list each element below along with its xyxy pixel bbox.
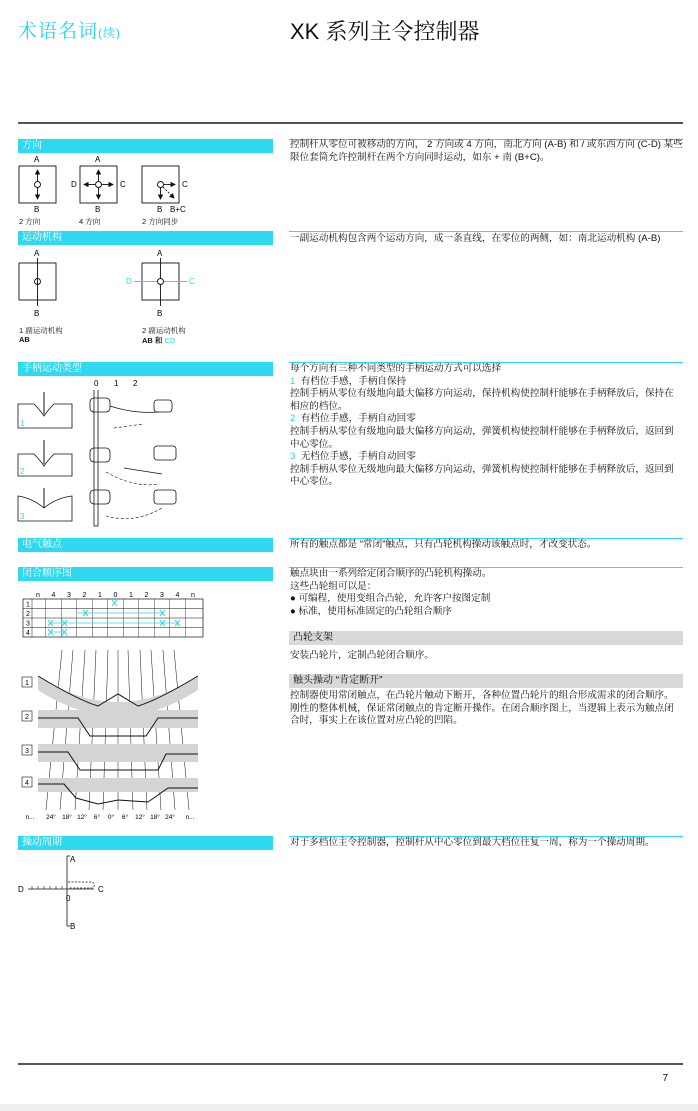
handle-intro: 每个方向有三种不同类型的手柄运动方式可以选择 — [290, 363, 502, 374]
caption-4dir: 4 方向 — [79, 217, 101, 226]
table-header-cell: 1 — [129, 592, 133, 599]
caption-2dir-sync: 2 方向同步 — [142, 217, 179, 226]
label-c: C — [182, 180, 188, 189]
heading-cycle: 操动周期 — [18, 836, 273, 850]
handle-type-1-text: 控制手柄从零位有级地向最大偏移方向运动，保持机构使控制杆能够在手柄释放后，保持在相应的档位。 — [290, 388, 674, 412]
handle-type-3-num: 3 — [290, 451, 296, 463]
section-title-text: 术语名词 — [18, 21, 99, 42]
cam-label: 4 — [25, 780, 29, 787]
cam-label: 3 — [25, 748, 29, 755]
pos-2: 2 — [133, 379, 138, 388]
sequence-text-2: 这些凸轮组可以是： — [290, 580, 377, 592]
subheading-cam-bracket: 凸轮支架 — [289, 631, 683, 645]
angle-label: 12° — [135, 814, 145, 821]
closing-sequence-diagram — [18, 588, 218, 823]
angle-label: 6° — [93, 814, 101, 821]
sequence-bullet-1: ● 可编程，使用变组合凸轮，允许客户按图定制 — [290, 593, 491, 605]
footer-band — [0, 1104, 698, 1111]
table-header-cell: 1 — [98, 592, 102, 599]
label-bc: B+C — [170, 205, 186, 214]
sequence-table-header — [36, 592, 195, 599]
text-contacts: 所有的触点都是 “常闭”触点，只有凸轮机构操动该触点时，才改变状态。 — [290, 539, 597, 550]
label-b: B — [34, 205, 40, 214]
label-c: C — [120, 180, 126, 189]
handle-type-1-num: 1 — [290, 375, 296, 387]
table-row-label: 3 — [26, 620, 30, 628]
angle-label: 18° — [150, 814, 160, 821]
table-header-cell: n — [191, 592, 195, 599]
caption-2dir: 2 方向 — [19, 217, 41, 226]
table-header-cell: 4 — [175, 592, 180, 599]
handle-type-2-num: 2 — [290, 413, 296, 425]
text-cam-bracket: 安装凸轮片，定制凸轮闭合顺序。 — [290, 650, 434, 661]
sequence-bullet-2-text: 标准，使用标准固定的凸轮组合顺序 — [298, 605, 452, 617]
angle-label: 12° — [77, 814, 87, 821]
label-b: B — [95, 205, 101, 214]
heading-direction: 方向 — [18, 139, 273, 153]
table-header-cell: 2 — [144, 592, 149, 599]
table-row-label: 4 — [26, 630, 30, 637]
angle-label: 24° — [46, 814, 56, 821]
cam-label: 1 — [25, 680, 29, 687]
handle-type-2-title — [290, 413, 683, 426]
handle-type-3-title-text: 无档位手感，手柄自动回零 — [300, 451, 416, 463]
caption-ab-text: AB 和 — [142, 336, 165, 345]
heading-handle: 手柄运动类型 — [18, 362, 273, 376]
label-a: A — [95, 155, 101, 164]
top-rule — [18, 122, 683, 124]
label-b: B — [157, 205, 163, 214]
sequence-text-1: 触点块由一系列给定闭合顺序的凸轮机构操动。 — [290, 568, 492, 579]
handle-diagram — [14, 376, 279, 531]
text-mechanism: 一副运动机构包含两个运动方向，成一条直线，在零位的两侧，如：南北运动机构 (A-B) — [290, 233, 661, 244]
bottom-rule — [18, 1063, 683, 1065]
section-title — [18, 16, 121, 43]
handle-type-2-title-text: 有档位手感，手柄自动回零 — [300, 413, 416, 425]
label-d: D — [126, 277, 132, 286]
handle-type-1-title-text: 有档位手感，手柄自保持 — [300, 375, 407, 387]
row-2-label: 2 — [20, 467, 25, 476]
label-a: A — [157, 249, 163, 258]
text-sequence — [290, 568, 683, 618]
caption-1-mechanism-ab: AB — [19, 335, 30, 344]
caption-1-mechanism: 1 副运动机构 — [19, 326, 63, 335]
label-b: B — [70, 922, 76, 931]
angle-label: 0° — [107, 814, 115, 821]
caption-2-mechanism-ab — [142, 335, 175, 346]
mechanism-diagrams — [14, 246, 204, 321]
caption-2-mechanism: 2 副运动机构 — [142, 326, 186, 335]
label-d: D — [18, 885, 24, 894]
angle-label: 24° — [165, 814, 175, 821]
heading-contacts: 电气触点 — [18, 538, 273, 552]
section-title-sub: (续) — [98, 26, 122, 40]
text-cycle: 对于多档位主令控制器，控制杆从中心零位到最大档位往复一周，称为一个操动周期。 — [290, 837, 655, 848]
angle-label: 18° — [62, 814, 72, 821]
table-header-cell: 0 — [113, 592, 118, 599]
sequence-bullet-2: ● 标准，使用标准固定的凸轮组合顺序 — [290, 605, 452, 617]
table-header-cell: 3 — [160, 592, 164, 599]
label-a: A — [34, 249, 40, 258]
text-handle — [290, 363, 683, 489]
label-b: B — [157, 309, 163, 318]
cam-label: 2 — [25, 714, 29, 721]
label-a: A — [34, 155, 40, 164]
row-1-label: 1 — [20, 419, 25, 428]
subheading-positive-break: 触头操动 “肯定断开” — [289, 674, 683, 688]
angle-label: n... — [25, 814, 35, 821]
label-d: D — [71, 180, 77, 189]
label-a: A — [70, 855, 76, 864]
text-positive-break: 控制器使用常闭触点，在凸轮片触动下断开，各种位置凸轮片的组合形成需求的闭合顺序。刚性的整体机械，保证常闭触点的肯定断开操作。在闭合顺序图上，当逻辑上表示为触点闭合时，事实上在该位置对应凸轮的凹陷。 — [290, 690, 674, 727]
caption-cd-text: CD — [164, 336, 176, 345]
heading-mechanism: 运动机构 — [18, 231, 273, 245]
table-row-label: 2 — [26, 611, 30, 618]
handle-type-1-title — [290, 376, 683, 389]
table-header-cell: 4 — [51, 592, 56, 599]
angle-labels — [25, 813, 194, 821]
label-c: C — [189, 277, 195, 286]
pos-1: 1 — [114, 379, 119, 388]
heading-sequence: 闭合顺序图 — [18, 567, 273, 581]
handle-type-3-title — [290, 451, 683, 464]
label-zero: 0 — [66, 894, 71, 903]
sequence-bullet-1-text: 可编程，使用变组合凸轮，允许客户按图定制 — [298, 593, 491, 605]
table-header-cell: n — [36, 592, 40, 599]
table-header-cell: 2 — [82, 592, 87, 599]
label-c: C — [98, 885, 104, 894]
table-row-label: 1 — [26, 601, 30, 609]
sequence-table-rows — [26, 602, 30, 638]
text-direction: 控制杆从零位可被移动的方向， 2 方向或 4 方向，南北方向 (A-B) 和 / 或东西方向 (C-D) 某些限位套筒允许控制杆在两个方向同时运动，如东 + 南 (B+C)。 — [290, 139, 683, 163]
angle-label: n... — [185, 814, 195, 821]
page-title: XK 系列主令控制器 — [290, 19, 480, 44]
cycle-diagram — [14, 852, 124, 932]
page-number: 7 — [662, 1073, 668, 1084]
pos-0: 0 — [94, 379, 99, 388]
label-b: B — [34, 309, 40, 318]
table-header-cell: 3 — [67, 592, 71, 599]
handle-type-2-text: 控制手柄从零位有级地向最大偏移方向运动，弹簧机构使控制杆能够在手柄释放后，返回到中心零位。 — [290, 425, 674, 450]
row-3-label: 3 — [20, 512, 25, 521]
divider-mechanism — [289, 231, 683, 232]
cam-labels — [22, 677, 32, 787]
angle-label: 6° — [121, 814, 129, 821]
handle-type-3-text: 控制手柄从零位无级地向最大偏移方向运动，弹簧机构使控制杆能够在手柄释放后，返回到中心零位。 — [290, 463, 674, 488]
